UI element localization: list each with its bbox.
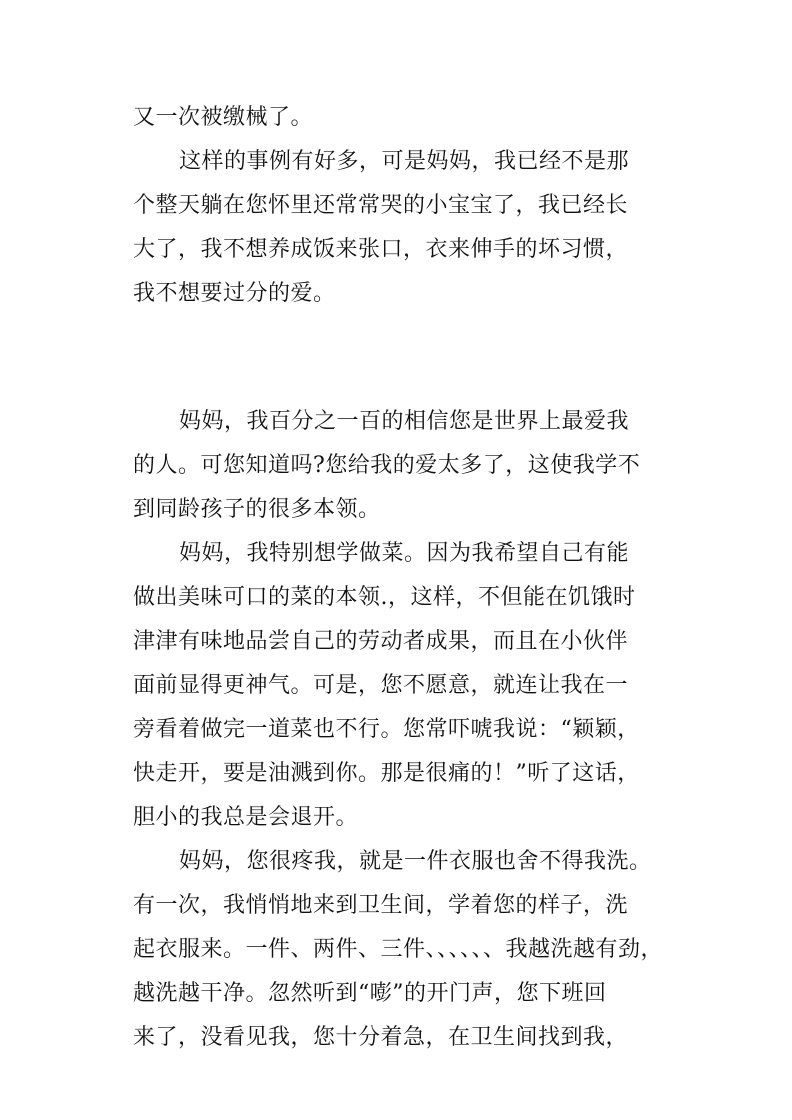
paragraph-start-line: 这样的事例有好多，可是妈妈，我已经不是那: [179, 149, 630, 174]
text-line: 个整天躺在您怀里还常常哭的小宝宝了，我已经长: [133, 193, 629, 218]
paragraph-start-line: 妈妈，您很疼我，就是一件衣服也舍不得我洗。: [179, 849, 652, 874]
text-line: 又一次被缴械了。: [133, 105, 314, 130]
text-line: 胆小的我总是会退开。: [133, 805, 359, 830]
text-block-1: [133, 96, 663, 316]
text-line: 的人。可您知道吗?您给我的爱太多了，这使我学不: [133, 453, 641, 478]
text-line: 大了，我不想养成饭来张口，衣来伸手的坏习惯，: [133, 237, 629, 262]
text-block-2: [133, 400, 663, 1060]
paragraph-start-line: 妈妈，我特别想学做菜。因为我希望自己有能: [179, 541, 630, 566]
text-line: 起衣服来。一件、两件、三件、、、、、、我越洗越有劲，: [133, 937, 664, 962]
text-line: 旁看着做完一道菜也不行。您常吓唬我说：“颖颖，: [133, 717, 640, 742]
text-line: 越洗越干净。忽然听到“嘭”的开门声，您下班回: [133, 981, 607, 1006]
text-line: 做出美味可口的菜的本领.，这样，不但能在饥饿时: [133, 585, 636, 610]
text-line: 我不想要过分的爱。: [133, 281, 336, 306]
text-line: 快走开，要是油溅到你。那是很痛的！”听了这话，: [133, 761, 640, 786]
text-line: 有一次，我悄悄地来到卫生间，学着您的样子，洗: [133, 893, 629, 918]
text-line: 到同龄孩子的很多本领。: [133, 497, 381, 522]
text-line: 津津有味地品尝自己的劳动者成果，而且在小伙伴: [133, 629, 629, 654]
paragraph-start-line: 妈妈，我百分之一百的相信您是世界上最爱我: [179, 409, 630, 434]
text-line: 面前显得更神气。可是，您不愿意，就连让我在一: [133, 673, 629, 698]
text-line: 来了，没看见我，您十分着急，在卫生间找到我，: [133, 1025, 629, 1050]
